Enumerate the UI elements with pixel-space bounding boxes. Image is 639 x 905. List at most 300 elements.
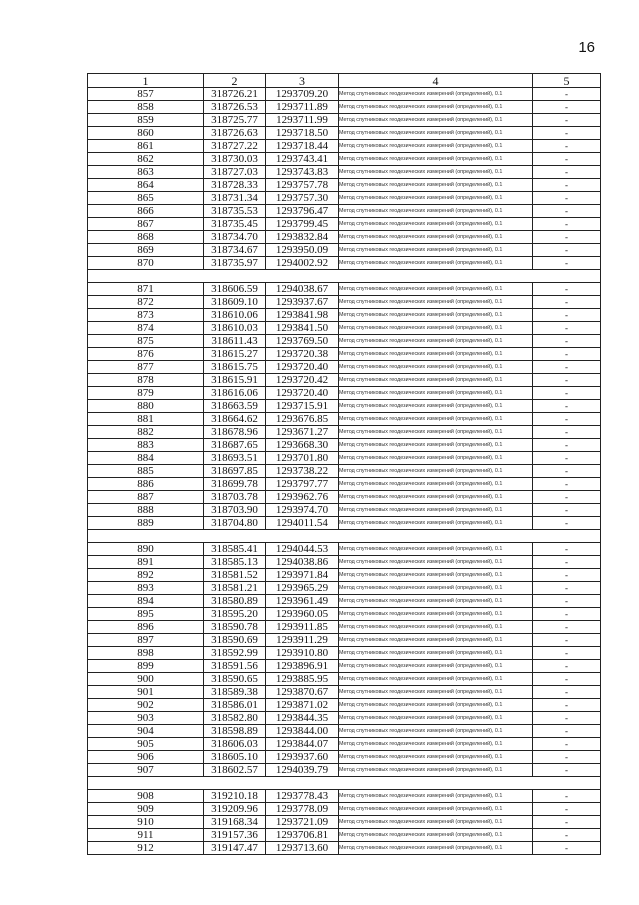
x-coordinate-cell: 318590.65 bbox=[204, 673, 266, 686]
precision-cell: - bbox=[533, 790, 601, 803]
method-cell: Метод спутниковых геодезических измерений (определений), 0.1 bbox=[339, 725, 533, 738]
y-coordinate-cell: 1293715.91 bbox=[266, 400, 339, 413]
method-cell: Метод спутниковых геодезических измерений (определений), 0.1 bbox=[339, 218, 533, 231]
table-row bbox=[88, 790, 601, 803]
x-coordinate-cell: 318703.78 bbox=[204, 491, 266, 504]
point-number-cell: 862 bbox=[88, 153, 204, 166]
method-cell: Метод спутниковых геодезических измерений (определений), 0.1 bbox=[339, 712, 533, 725]
table-row bbox=[88, 504, 601, 517]
point-number-cell: 874 bbox=[88, 322, 204, 335]
x-coordinate-cell: 318699.78 bbox=[204, 478, 266, 491]
precision-cell: - bbox=[533, 465, 601, 478]
y-coordinate-cell: 1293778.09 bbox=[266, 803, 339, 816]
precision-cell: - bbox=[533, 387, 601, 400]
precision-cell: - bbox=[533, 660, 601, 673]
point-number-cell: 858 bbox=[88, 101, 204, 114]
y-coordinate-cell: 1294044.53 bbox=[266, 543, 339, 556]
y-coordinate-cell: 1294011.54 bbox=[266, 517, 339, 530]
precision-cell: - bbox=[533, 374, 601, 387]
x-coordinate-cell: 318734.70 bbox=[204, 231, 266, 244]
precision-cell: - bbox=[533, 348, 601, 361]
precision-cell: - bbox=[533, 114, 601, 127]
precision-cell: - bbox=[533, 543, 601, 556]
y-coordinate-cell: 1293832.84 bbox=[266, 231, 339, 244]
y-coordinate-cell: 1293950.09 bbox=[266, 244, 339, 257]
precision-cell: - bbox=[533, 127, 601, 140]
y-coordinate-cell: 1293911.29 bbox=[266, 634, 339, 647]
point-number-cell: 900 bbox=[88, 673, 204, 686]
table-row bbox=[88, 205, 601, 218]
method-cell: Метод спутниковых геодезических измерений (определений), 0.1 bbox=[339, 283, 533, 296]
group-separator-row bbox=[88, 270, 601, 283]
y-coordinate-cell: 1293778.43 bbox=[266, 790, 339, 803]
point-number-cell: 888 bbox=[88, 504, 204, 517]
separator-cell bbox=[88, 530, 601, 543]
precision-cell: - bbox=[533, 647, 601, 660]
table-row bbox=[88, 296, 601, 309]
method-cell: Метод спутниковых геодезических измерений (определений), 0.1 bbox=[339, 751, 533, 764]
precision-cell: - bbox=[533, 478, 601, 491]
method-cell: Метод спутниковых геодезических измерений (определений), 0.1 bbox=[339, 543, 533, 556]
method-cell: Метод спутниковых геодезических измерений (определений), 0.1 bbox=[339, 101, 533, 114]
table-row bbox=[88, 335, 601, 348]
precision-cell: - bbox=[533, 257, 601, 270]
precision-cell: - bbox=[533, 569, 601, 582]
point-number-cell: 879 bbox=[88, 387, 204, 400]
precision-cell: - bbox=[533, 699, 601, 712]
x-coordinate-cell: 318726.63 bbox=[204, 127, 266, 140]
table-row bbox=[88, 491, 601, 504]
table-row bbox=[88, 751, 601, 764]
x-coordinate-cell: 318615.91 bbox=[204, 374, 266, 387]
precision-cell: - bbox=[533, 205, 601, 218]
x-coordinate-cell: 318697.85 bbox=[204, 465, 266, 478]
column-header-1: 1 bbox=[88, 74, 204, 88]
x-coordinate-cell: 318615.27 bbox=[204, 348, 266, 361]
precision-cell: - bbox=[533, 621, 601, 634]
table-row bbox=[88, 88, 601, 101]
point-number-cell: 864 bbox=[88, 179, 204, 192]
point-number-cell: 871 bbox=[88, 283, 204, 296]
precision-cell: - bbox=[533, 764, 601, 777]
y-coordinate-cell: 1293870.67 bbox=[266, 686, 339, 699]
method-cell: Метод спутниковых геодезических измерений (определений), 0.1 bbox=[339, 517, 533, 530]
y-coordinate-cell: 1293797.77 bbox=[266, 478, 339, 491]
point-number-cell: 873 bbox=[88, 309, 204, 322]
precision-cell: - bbox=[533, 491, 601, 504]
y-coordinate-cell: 1293844.07 bbox=[266, 738, 339, 751]
y-coordinate-cell: 1293720.40 bbox=[266, 361, 339, 374]
precision-cell: - bbox=[533, 829, 601, 842]
precision-cell: - bbox=[533, 556, 601, 569]
precision-cell: - bbox=[533, 413, 601, 426]
precision-cell: - bbox=[533, 218, 601, 231]
x-coordinate-cell: 318580.89 bbox=[204, 595, 266, 608]
precision-cell: - bbox=[533, 608, 601, 621]
method-cell: Метод спутниковых геодезических измерений (определений), 0.1 bbox=[339, 192, 533, 205]
method-cell: Метод спутниковых геодезических измерений (определений), 0.1 bbox=[339, 114, 533, 127]
method-cell: Метод спутниковых геодезических измерений (определений), 0.1 bbox=[339, 764, 533, 777]
table-row bbox=[88, 569, 601, 582]
y-coordinate-cell: 1293910.80 bbox=[266, 647, 339, 660]
y-coordinate-cell: 1293706.81 bbox=[266, 829, 339, 842]
method-cell: Метод спутниковых геодезических измерений (определений), 0.1 bbox=[339, 556, 533, 569]
precision-cell: - bbox=[533, 725, 601, 738]
table-row bbox=[88, 764, 601, 777]
method-cell: Метод спутниковых геодезических измерений (определений), 0.1 bbox=[339, 179, 533, 192]
table-row bbox=[88, 218, 601, 231]
method-cell: Метод спутниковых геодезических измерений (определений), 0.1 bbox=[339, 738, 533, 751]
x-coordinate-cell: 318589.38 bbox=[204, 686, 266, 699]
y-coordinate-cell: 1293721.09 bbox=[266, 816, 339, 829]
point-number-cell: 857 bbox=[88, 88, 204, 101]
y-coordinate-cell: 1293743.41 bbox=[266, 153, 339, 166]
y-coordinate-cell: 1293668.30 bbox=[266, 439, 339, 452]
y-coordinate-cell: 1293709.20 bbox=[266, 88, 339, 101]
y-coordinate-cell: 1293738.22 bbox=[266, 465, 339, 478]
y-coordinate-cell: 1293841.98 bbox=[266, 309, 339, 322]
group-separator-row bbox=[88, 777, 601, 790]
page-number: 16 bbox=[578, 39, 595, 56]
coordinates-table bbox=[87, 73, 601, 855]
precision-cell: - bbox=[533, 803, 601, 816]
x-coordinate-cell: 318581.21 bbox=[204, 582, 266, 595]
x-coordinate-cell: 319209.96 bbox=[204, 803, 266, 816]
method-cell: Метод спутниковых геодезических измерений (определений), 0.1 bbox=[339, 348, 533, 361]
table-row bbox=[88, 647, 601, 660]
table-row bbox=[88, 608, 601, 621]
table-row bbox=[88, 374, 601, 387]
table-row bbox=[88, 738, 601, 751]
point-number-cell: 912 bbox=[88, 842, 204, 855]
x-coordinate-cell: 318734.67 bbox=[204, 244, 266, 257]
precision-cell: - bbox=[533, 439, 601, 452]
x-coordinate-cell: 318610.06 bbox=[204, 309, 266, 322]
y-coordinate-cell: 1293937.60 bbox=[266, 751, 339, 764]
method-cell: Метод спутниковых геодезических измерений (определений), 0.1 bbox=[339, 621, 533, 634]
y-coordinate-cell: 1293844.00 bbox=[266, 725, 339, 738]
method-cell: Метод спутниковых геодезических измерений (определений), 0.1 bbox=[339, 491, 533, 504]
method-cell: Метод спутниковых геодезических измерений (определений), 0.1 bbox=[339, 478, 533, 491]
method-cell: Метод спутниковых геодезических измерений (определений), 0.1 bbox=[339, 439, 533, 452]
point-number-cell: 909 bbox=[88, 803, 204, 816]
point-number-cell: 882 bbox=[88, 426, 204, 439]
x-coordinate-cell: 318595.20 bbox=[204, 608, 266, 621]
method-cell: Метод спутниковых геодезических измерений (определений), 0.1 bbox=[339, 374, 533, 387]
method-cell: Метод спутниковых геодезических измерений (определений), 0.1 bbox=[339, 699, 533, 712]
y-coordinate-cell: 1294039.79 bbox=[266, 764, 339, 777]
x-coordinate-cell: 318730.03 bbox=[204, 153, 266, 166]
point-number-cell: 883 bbox=[88, 439, 204, 452]
precision-cell: - bbox=[533, 400, 601, 413]
method-cell: Метод спутниковых геодезических измерений (определений), 0.1 bbox=[339, 153, 533, 166]
method-cell: Метод спутниковых геодезических измерений (определений), 0.1 bbox=[339, 413, 533, 426]
precision-cell: - bbox=[533, 517, 601, 530]
method-cell: Метод спутниковых геодезических измерений (определений), 0.1 bbox=[339, 335, 533, 348]
table-row bbox=[88, 322, 601, 335]
precision-cell: - bbox=[533, 231, 601, 244]
x-coordinate-cell: 319147.47 bbox=[204, 842, 266, 855]
method-cell: Метод спутниковых геодезических измерений (определений), 0.1 bbox=[339, 309, 533, 322]
method-cell: Метод спутниковых геодезических измерений (определений), 0.1 bbox=[339, 257, 533, 270]
y-coordinate-cell: 1293799.45 bbox=[266, 218, 339, 231]
method-cell: Метод спутниковых геодезических измерений (определений), 0.1 bbox=[339, 504, 533, 517]
y-coordinate-cell: 1293757.30 bbox=[266, 192, 339, 205]
point-number-cell: 870 bbox=[88, 257, 204, 270]
precision-cell: - bbox=[533, 296, 601, 309]
y-coordinate-cell: 1293711.89 bbox=[266, 101, 339, 114]
x-coordinate-cell: 318609.10 bbox=[204, 296, 266, 309]
column-header-3: 3 bbox=[266, 74, 339, 88]
precision-cell: - bbox=[533, 361, 601, 374]
table-row bbox=[88, 673, 601, 686]
x-coordinate-cell: 318590.78 bbox=[204, 621, 266, 634]
x-coordinate-cell: 318606.59 bbox=[204, 283, 266, 296]
method-cell: Метод спутниковых геодезических измерений (определений), 0.1 bbox=[339, 127, 533, 140]
y-coordinate-cell: 1293961.49 bbox=[266, 595, 339, 608]
point-number-cell: 876 bbox=[88, 348, 204, 361]
x-coordinate-cell: 318663.59 bbox=[204, 400, 266, 413]
table-row bbox=[88, 517, 601, 530]
point-number-cell: 906 bbox=[88, 751, 204, 764]
x-coordinate-cell: 318703.90 bbox=[204, 504, 266, 517]
point-number-cell: 868 bbox=[88, 231, 204, 244]
method-cell: Метод спутниковых геодезических измерений (определений), 0.1 bbox=[339, 426, 533, 439]
precision-cell: - bbox=[533, 452, 601, 465]
x-coordinate-cell: 318727.03 bbox=[204, 166, 266, 179]
point-number-cell: 865 bbox=[88, 192, 204, 205]
point-number-cell: 866 bbox=[88, 205, 204, 218]
y-coordinate-cell: 1293896.91 bbox=[266, 660, 339, 673]
y-coordinate-cell: 1293871.02 bbox=[266, 699, 339, 712]
point-number-cell: 886 bbox=[88, 478, 204, 491]
method-cell: Метод спутниковых геодезических измерений (определений), 0.1 bbox=[339, 686, 533, 699]
y-coordinate-cell: 1293769.50 bbox=[266, 335, 339, 348]
table-row bbox=[88, 725, 601, 738]
point-number-cell: 901 bbox=[88, 686, 204, 699]
x-coordinate-cell: 318592.99 bbox=[204, 647, 266, 660]
x-coordinate-cell: 318728.33 bbox=[204, 179, 266, 192]
point-number-cell: 903 bbox=[88, 712, 204, 725]
x-coordinate-cell: 318731.34 bbox=[204, 192, 266, 205]
point-number-cell: 867 bbox=[88, 218, 204, 231]
point-number-cell: 902 bbox=[88, 699, 204, 712]
x-coordinate-cell: 318611.43 bbox=[204, 335, 266, 348]
point-number-cell: 872 bbox=[88, 296, 204, 309]
x-coordinate-cell: 318586.01 bbox=[204, 699, 266, 712]
table-row bbox=[88, 283, 601, 296]
point-number-cell: 880 bbox=[88, 400, 204, 413]
table-row bbox=[88, 244, 601, 257]
precision-cell: - bbox=[533, 153, 601, 166]
table-row bbox=[88, 582, 601, 595]
y-coordinate-cell: 1294038.86 bbox=[266, 556, 339, 569]
precision-cell: - bbox=[533, 322, 601, 335]
y-coordinate-cell: 1293701.80 bbox=[266, 452, 339, 465]
precision-cell: - bbox=[533, 140, 601, 153]
y-coordinate-cell: 1293671.27 bbox=[266, 426, 339, 439]
table-row bbox=[88, 556, 601, 569]
method-cell: Метод спутниковых геодезических измерений (определений), 0.1 bbox=[339, 608, 533, 621]
method-cell: Метод спутниковых геодезических измерений (определений), 0.1 bbox=[339, 465, 533, 478]
separator-cell bbox=[88, 777, 601, 790]
precision-cell: - bbox=[533, 816, 601, 829]
point-number-cell: 881 bbox=[88, 413, 204, 426]
method-cell: Метод спутниковых геодезических измерений (определений), 0.1 bbox=[339, 790, 533, 803]
x-coordinate-cell: 318602.57 bbox=[204, 764, 266, 777]
method-cell: Метод спутниковых геодезических измерений (определений), 0.1 bbox=[339, 400, 533, 413]
method-cell: Метод спутниковых геодезических измерений (определений), 0.1 bbox=[339, 829, 533, 842]
x-coordinate-cell: 318693.51 bbox=[204, 452, 266, 465]
table-row bbox=[88, 829, 601, 842]
y-coordinate-cell: 1293844.35 bbox=[266, 712, 339, 725]
x-coordinate-cell: 318687.65 bbox=[204, 439, 266, 452]
point-number-cell: 893 bbox=[88, 582, 204, 595]
x-coordinate-cell: 318605.10 bbox=[204, 751, 266, 764]
point-number-cell: 869 bbox=[88, 244, 204, 257]
point-number-cell: 890 bbox=[88, 543, 204, 556]
table-row bbox=[88, 699, 601, 712]
y-coordinate-cell: 1293720.42 bbox=[266, 374, 339, 387]
separator-cell bbox=[88, 270, 601, 283]
point-number-cell: 891 bbox=[88, 556, 204, 569]
table-row bbox=[88, 166, 601, 179]
point-number-cell: 878 bbox=[88, 374, 204, 387]
precision-cell: - bbox=[533, 179, 601, 192]
precision-cell: - bbox=[533, 595, 601, 608]
x-coordinate-cell: 318678.96 bbox=[204, 426, 266, 439]
y-coordinate-cell: 1293960.05 bbox=[266, 608, 339, 621]
y-coordinate-cell: 1293796.47 bbox=[266, 205, 339, 218]
table-row bbox=[88, 452, 601, 465]
x-coordinate-cell: 318591.56 bbox=[204, 660, 266, 673]
table-row bbox=[88, 465, 601, 478]
table-row bbox=[88, 387, 601, 400]
point-number-cell: 892 bbox=[88, 569, 204, 582]
table-row bbox=[88, 621, 601, 634]
point-number-cell: 877 bbox=[88, 361, 204, 374]
method-cell: Метод спутниковых геодезических измерений (определений), 0.1 bbox=[339, 140, 533, 153]
y-coordinate-cell: 1294002.92 bbox=[266, 257, 339, 270]
table-row bbox=[88, 231, 601, 244]
table-row bbox=[88, 439, 601, 452]
point-number-cell: 860 bbox=[88, 127, 204, 140]
table-row bbox=[88, 803, 601, 816]
x-coordinate-cell: 318582.80 bbox=[204, 712, 266, 725]
y-coordinate-cell: 1293937.67 bbox=[266, 296, 339, 309]
table-row bbox=[88, 634, 601, 647]
precision-cell: - bbox=[533, 192, 601, 205]
precision-cell: - bbox=[533, 309, 601, 322]
point-number-cell: 861 bbox=[88, 140, 204, 153]
method-cell: Метод спутниковых геодезических измерений (определений), 0.1 bbox=[339, 842, 533, 855]
point-number-cell: 897 bbox=[88, 634, 204, 647]
point-number-cell: 899 bbox=[88, 660, 204, 673]
point-number-cell: 896 bbox=[88, 621, 204, 634]
method-cell: Метод спутниковых геодезических измерений (определений), 0.1 bbox=[339, 166, 533, 179]
table-row bbox=[88, 712, 601, 725]
point-number-cell: 887 bbox=[88, 491, 204, 504]
x-coordinate-cell: 318590.69 bbox=[204, 634, 266, 647]
table-row bbox=[88, 361, 601, 374]
table-row bbox=[88, 257, 601, 270]
x-coordinate-cell: 318726.53 bbox=[204, 101, 266, 114]
precision-cell: - bbox=[533, 101, 601, 114]
column-header-2: 2 bbox=[204, 74, 266, 88]
point-number-cell: 863 bbox=[88, 166, 204, 179]
y-coordinate-cell: 1293841.50 bbox=[266, 322, 339, 335]
table-body bbox=[88, 88, 601, 855]
table-row bbox=[88, 413, 601, 426]
method-cell: Метод спутниковых геодезических измерений (определений), 0.1 bbox=[339, 634, 533, 647]
method-cell: Метод спутниковых геодезических измерений (определений), 0.1 bbox=[339, 569, 533, 582]
y-coordinate-cell: 1293965.29 bbox=[266, 582, 339, 595]
x-coordinate-cell: 318735.97 bbox=[204, 257, 266, 270]
point-number-cell: 884 bbox=[88, 452, 204, 465]
table-row bbox=[88, 816, 601, 829]
precision-cell: - bbox=[533, 335, 601, 348]
x-coordinate-cell: 319157.36 bbox=[204, 829, 266, 842]
method-cell: Метод спутниковых геодезических измерений (определений), 0.1 bbox=[339, 816, 533, 829]
method-cell: Метод спутниковых геодезических измерений (определений), 0.1 bbox=[339, 296, 533, 309]
table-row bbox=[88, 114, 601, 127]
table-row bbox=[88, 309, 601, 322]
y-coordinate-cell: 1294038.67 bbox=[266, 283, 339, 296]
precision-cell: - bbox=[533, 504, 601, 517]
precision-cell: - bbox=[533, 283, 601, 296]
x-coordinate-cell: 318735.45 bbox=[204, 218, 266, 231]
precision-cell: - bbox=[533, 88, 601, 101]
x-coordinate-cell: 319168.34 bbox=[204, 816, 266, 829]
x-coordinate-cell: 318606.03 bbox=[204, 738, 266, 751]
table-row bbox=[88, 595, 601, 608]
method-cell: Метод спутниковых геодезических измерений (определений), 0.1 bbox=[339, 582, 533, 595]
method-cell: Метод спутниковых геодезических измерений (определений), 0.1 bbox=[339, 647, 533, 660]
column-header-5: 5 bbox=[533, 74, 601, 88]
y-coordinate-cell: 1293713.60 bbox=[266, 842, 339, 855]
y-coordinate-cell: 1293743.83 bbox=[266, 166, 339, 179]
x-coordinate-cell: 318664.62 bbox=[204, 413, 266, 426]
method-cell: Метод спутниковых геодезических измерений (определений), 0.1 bbox=[339, 452, 533, 465]
y-coordinate-cell: 1293718.50 bbox=[266, 127, 339, 140]
x-coordinate-cell: 318725.77 bbox=[204, 114, 266, 127]
method-cell: Метод спутниковых геодезических измерений (определений), 0.1 bbox=[339, 205, 533, 218]
point-number-cell: 889 bbox=[88, 517, 204, 530]
y-coordinate-cell: 1293720.40 bbox=[266, 387, 339, 400]
y-coordinate-cell: 1293885.95 bbox=[266, 673, 339, 686]
table-row bbox=[88, 686, 601, 699]
table-row bbox=[88, 543, 601, 556]
x-coordinate-cell: 318616.06 bbox=[204, 387, 266, 400]
method-cell: Метод спутниковых геодезических измерений (определений), 0.1 bbox=[339, 88, 533, 101]
x-coordinate-cell: 318581.52 bbox=[204, 569, 266, 582]
method-cell: Метод спутниковых геодезических измерений (определений), 0.1 bbox=[339, 660, 533, 673]
table-row bbox=[88, 660, 601, 673]
table-row bbox=[88, 101, 601, 114]
precision-cell: - bbox=[533, 634, 601, 647]
point-number-cell: 911 bbox=[88, 829, 204, 842]
y-coordinate-cell: 1293971.84 bbox=[266, 569, 339, 582]
method-cell: Метод спутниковых геодезических измерений (определений), 0.1 bbox=[339, 244, 533, 257]
precision-cell: - bbox=[533, 712, 601, 725]
y-coordinate-cell: 1293962.76 bbox=[266, 491, 339, 504]
precision-cell: - bbox=[533, 426, 601, 439]
point-number-cell: 904 bbox=[88, 725, 204, 738]
point-number-cell: 885 bbox=[88, 465, 204, 478]
y-coordinate-cell: 1293718.44 bbox=[266, 140, 339, 153]
x-coordinate-cell: 318610.03 bbox=[204, 322, 266, 335]
precision-cell: - bbox=[533, 686, 601, 699]
